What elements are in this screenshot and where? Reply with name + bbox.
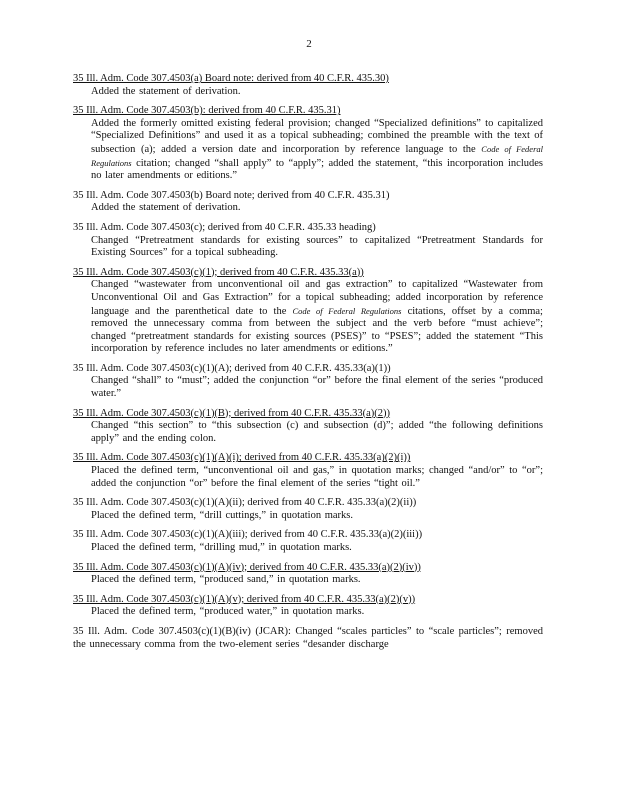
list-item [73,363,543,401]
list-item [73,267,543,356]
citation-heading: 35 Ill. Adm. Code 307.4503(a) Board note: derived from 40 C.F.R. 435.30) [73,73,389,84]
citation-heading: 35 Ill. Adm. Code 307.4503(c)(1); derived from 40 C.F.R. 435.33(a)) [73,266,364,278]
derivation-notes-list [73,73,543,658]
citation-heading: 35 Ill. Adm. Code 307.4503(c)(1)(A); derived from 40 C.F.R. 435.33(a)(1)) [73,362,391,374]
citation-note: Placed the defined term, “drill cuttings,” in quotation marks. [91,509,353,521]
citation-heading: 35 Ill. Adm. Code 307.4503(b): derived from 40 C.F.R. 435.31) [73,105,341,117]
citation-note: Changed “this section” to “this subsection (c) and subsection (d)”; added “the following definitions apply” and the ending colon. [91,420,543,444]
list-item [73,105,543,183]
citation-heading: 35 Ill. Adm. Code 307.4503(c)(1)(B); derived from 40 C.F.R. 435.33(a)(2)) [73,407,391,419]
list-item [73,73,543,98]
code-title: Code of Federal Regulations [292,305,402,316]
list-item [73,222,543,260]
list-item [73,190,543,215]
page-number: 2 [306,38,312,50]
note-text: citations, offset by a comma; removed the unnecessary comma from between the subject and the verb before “must achieve”; changed “pretreatment standards for existing sources (PSES)” to “PSES”; added the statement “This incorporation by reference includes no later amendments or editions.” [91,305,543,355]
citation-heading: 35 Ill. Adm. Code 307.4503(c); derived from 40 C.F.R. 435.33 heading) [73,221,376,233]
list-item [73,497,543,522]
citation-note: Placed the defined term, “produced water,” in quotation marks. [91,606,365,618]
citation-note [91,279,543,356]
list-item [73,529,543,554]
citation-heading: 35 Ill. Adm. Code 307.4503(b) Board note; derived from 40 C.F.R. 435.31) [73,189,390,201]
citation-note: 35 Ill. Adm. Code 307.4503(c)(1)(B)(iv) (JCAR): Changed “scales particles” to “scale particles”; removed the unnecessary comma from the two-element series “desander discharge [73,625,543,650]
citation-note: Added the statement of derivation. [91,202,241,214]
citation-heading: 35 Ill. Adm. Code 307.4503(c)(1)(A)(i); derived from 40 C.F.R. 435.33(a)(2)(i)) [73,452,411,464]
citation-note: Changed “Pretreatment standards for existing sources” to capitalized “Pretreatment Standards for Existing Sources” for a topical subheading. [91,234,543,259]
code-title: Code of Federal Regulations [91,143,543,168]
citation-note: Changed “shall” to “must”; added the conjunction “or” before the final element of the series “produced water.” [91,375,543,400]
list-item [73,408,543,446]
note-text: Added the formerly omitted existing federal provision; changed “Specialized definitions” to capitalized “Specialized Definitions” and used it as a topical subheading; combined the preamble with the text of subsection (a); added a version date and incorporation by reference language to the [91,117,543,155]
citation-heading: 35 Ill. Adm. Code 307.4503(c)(1)(A)(v); derived from 40 C.F.R. 435.33(a)(2)(v)) [73,593,416,605]
citation-heading: 35 Ill. Adm. Code 307.4503(c)(1)(A)(ii); derived from 40 C.F.R. 435.33(a)(2)(ii)) [73,497,417,509]
citation-note: Added the statement of derivation. [91,85,241,97]
list-item [73,452,543,490]
note-text: Changed “wastewater from unconventional oil and gas extraction” to capitalized “Wastewater from Unconventional Oil and Gas Extraction” for a topical subheading; added incorporation by reference language and the parenthetical date to the [91,279,543,317]
citation-note: Placed the defined term, “produced sand,” in quotation marks. [91,574,361,586]
list-item [73,562,543,587]
note-text: citation; changed “shall apply” to “apply”; added the statement, “this incorporation includes no later amendments or editions.” [91,157,543,182]
citation-note: Placed the defined term, “drilling mud,” in quotation marks. [91,542,352,553]
list-item [73,594,543,619]
citation-note [91,118,543,183]
citation-heading: 35 Ill. Adm. Code 307.4503(c)(1)(A)(iv); derived from 40 C.F.R. 435.33(a)(2)(iv)) [73,561,421,573]
citation-note: Placed the defined term, “unconventional oil and gas,” in quotation marks; changed “and/or” to “or”; added the conjunction “or” before the final element of the series “tight oil.” [91,465,543,489]
list-item [73,626,543,651]
citation-heading: 35 Ill. Adm. Code 307.4503(c)(1)(A)(iii); derived from 40 C.F.R. 435.33(a)(2)(iii)) [73,529,423,541]
